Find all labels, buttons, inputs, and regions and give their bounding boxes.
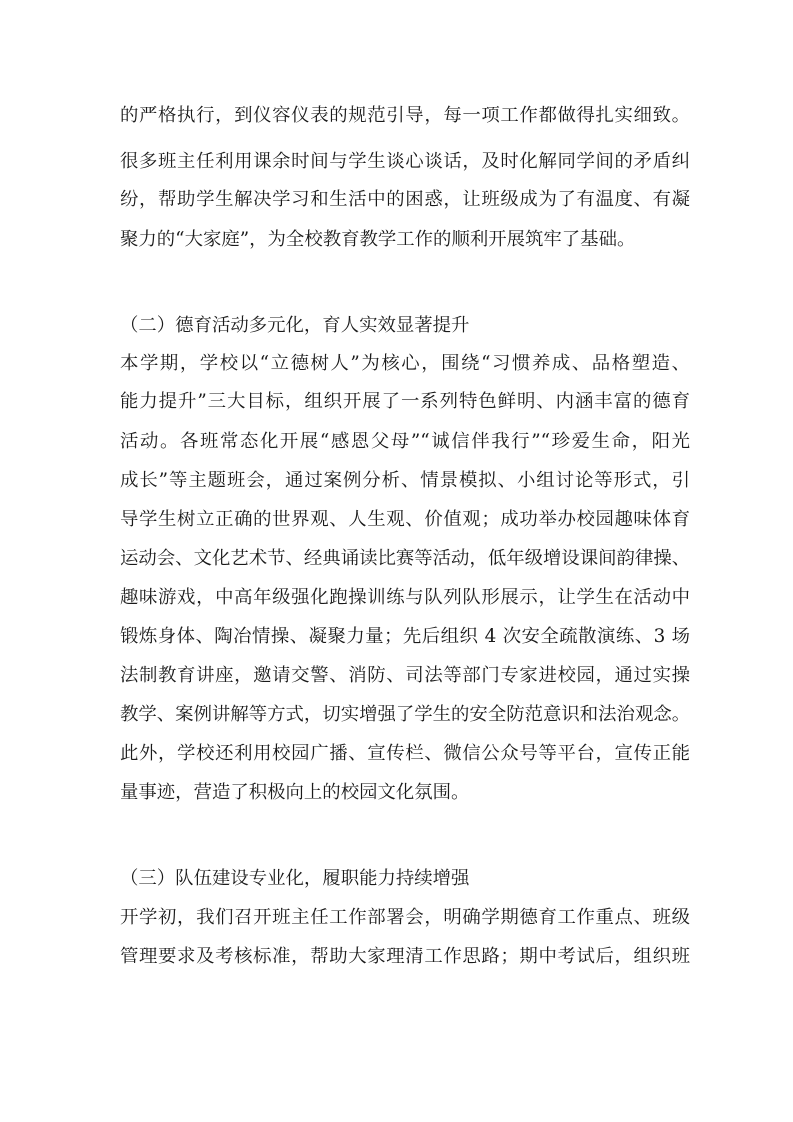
section-heading-2: （二）德育活动多元化，育人实效显著提升 — [120, 315, 470, 336]
paragraph-line: 本学期，学校以“立德树人”为核心，围绕“习惯养成、品格塑造、 — [120, 353, 690, 374]
paragraph-line: 能力提升”三大目标，组织开展了一系列特色鲜明、内涵丰富的德育 — [120, 391, 690, 412]
paragraph-line: 此外，学校还利用校园广播、宣传栏、微信公众号等平台，宣传正能 — [120, 743, 690, 764]
paragraph-line: 开学初，我们召开班主任工作部署会，明确学期德育工作重点、班级 — [120, 907, 690, 928]
paragraph-line: 量事迹，营造了积极向上的校园文化氛围。 — [120, 782, 470, 803]
paragraph-line: 成长”等主题班会，通过案例分析、情景模拟、小组讨论等形式，引 — [120, 470, 690, 491]
paragraph-line: 教学、案例讲解等方式，切实增强了学生的安全防范意识和法治观念。 — [120, 704, 690, 725]
paragraph-line: 活动。各班常态化开展“感恩父母”“诚信伴我行”“珍爱生命，阳光 — [120, 431, 690, 452]
paragraph-line: 运动会、文化艺术节、经典诵读比赛等活动，低年级增设课间韵律操、 — [120, 548, 690, 569]
section-heading-3: （三）队伍建设专业化，履职能力持续增强 — [120, 868, 470, 889]
paragraph-line: 很多班主任利用课余时间与学生谈心谈话，及时化解同学间的矛盾纠 — [120, 151, 690, 172]
paragraph-line: 法制教育讲座，邀请交警、消防、司法等部门专家进校园，通过实操 — [120, 665, 690, 686]
paragraph-line: 锻炼身体、陶冶情操、凝聚力量；先后组织 4 次安全疏散演练、3 场 — [120, 626, 690, 647]
paragraph-line: 的严格执行，到仪容仪表的规范引导，每一项工作都做得扎实细致。 — [120, 105, 690, 126]
paragraph-line: 纷，帮助学生解决学习和生活中的困惑，让班级成为了有温度、有凝 — [120, 189, 690, 210]
paragraph-line: 趣味游戏，中高年级强化跑操训练与队列队形展示，让学生在活动中 — [120, 587, 690, 608]
paragraph-line: 导学生树立正确的世界观、人生观、价值观；成功举办校园趣味体育 — [120, 509, 690, 530]
paragraph-line: 管理要求及考核标准，帮助大家理清工作思路；期中考试后，组织班 — [120, 946, 690, 967]
paragraph-line: 聚力的“大家庭”，为全校教育教学工作的顺利开展筑牢了基础。 — [120, 229, 636, 250]
